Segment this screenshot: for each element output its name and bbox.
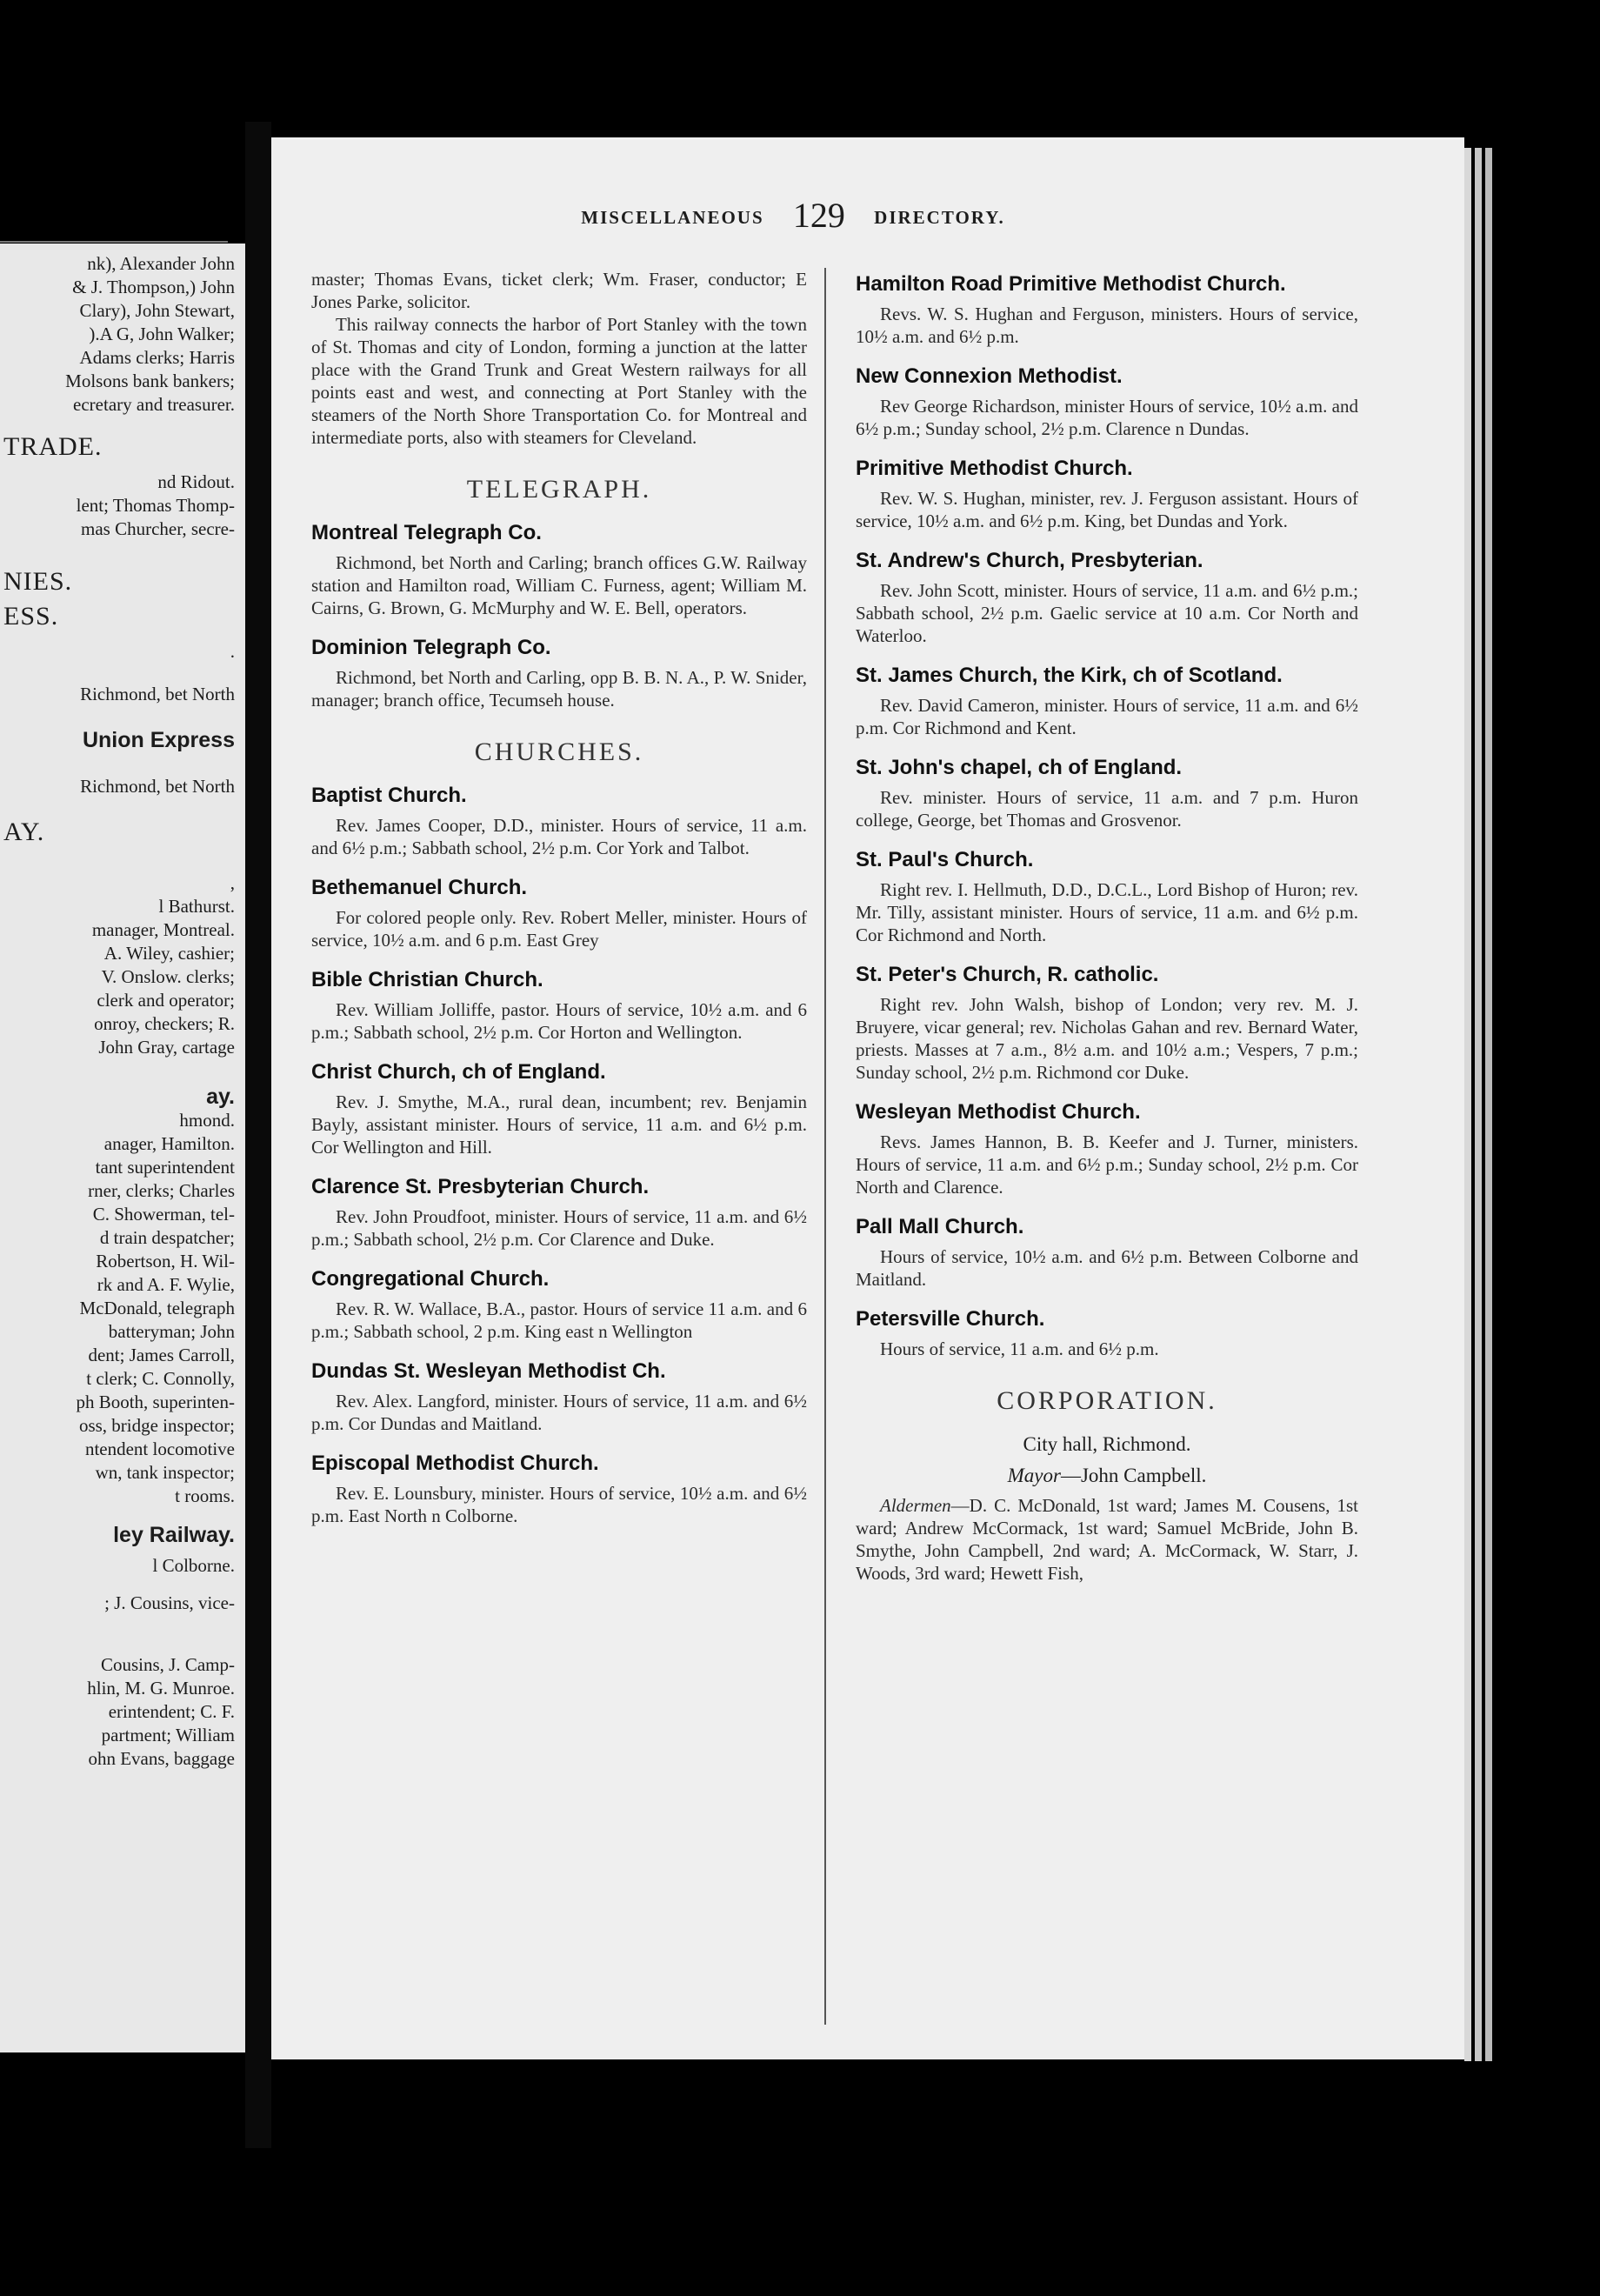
entry-text: Richmond, bet North and Carling, opp B. B. N. A., P. W. Snider, manager; branch office, Tecumseh house. — [311, 667, 807, 711]
facing-page-line: TRADE. — [3, 432, 103, 461]
mayor-line — [856, 1463, 1358, 1489]
facing-page-line: hmond. — [179, 1110, 235, 1131]
directory-page — [271, 137, 1464, 2059]
church-list — [856, 271, 1358, 1360]
church-entry — [311, 967, 807, 1044]
entry-name: Clarence St. Presbyterian Church. — [311, 1175, 650, 1198]
facing-page-line: ecretary and treasurer. — [73, 394, 235, 415]
aldermen-label: Aldermen — [880, 1495, 951, 1516]
entry-text: Hours of service, 10½ a.m. and 6½ p.m. Between Colborne and Maitland. — [856, 1246, 1358, 1290]
facing-page-line: mas Churcher, secre- — [81, 518, 235, 539]
page-edge — [1475, 148, 1482, 2061]
entry-name: Christ Church, ch of England. — [311, 1060, 606, 1084]
church-entry — [856, 1306, 1358, 1360]
entry-name: Petersville Church. — [856, 1307, 1045, 1331]
entry-name: St. Andrew's Church, Presbyterian. — [856, 549, 1203, 572]
facing-page-line: ohn Evans, baggage — [88, 1748, 235, 1769]
aldermen-list: —D. C. McDonald, 1st ward; James M. Cousens, 1st ward; Andrew McCormack, 1st ward; Samuel McBride, John B. Smythe, John Campbell, 2nd ward; A. McCormack, W. Starr, J. Woods, 3rd ward; Hewett Fish, — [856, 1495, 1358, 1584]
left-column — [311, 268, 807, 1527]
facing-page-line: partment; William — [101, 1725, 235, 1745]
church-entry — [311, 1059, 807, 1158]
facing-page-line: Union Express — [82, 728, 235, 752]
facing-page-line: anager, Hamilton. — [103, 1133, 235, 1154]
facing-page-line: lent; Thomas Thomp- — [76, 495, 235, 516]
facing-page-line: d train despatcher; — [99, 1227, 235, 1248]
entry-text: Revs. W. S. Hughan and Ferguson, ministers. Hours of service, 10½ a.m. and 6½ p.m. — [856, 304, 1358, 347]
facing-page-line: ley Railway. — [113, 1523, 235, 1547]
entry-text: Rev. David Cameron, minister. Hours of service, 11 a.m. and 6½ p.m. Cor Richmond and Kent. — [856, 695, 1358, 738]
church-entry — [856, 548, 1358, 647]
facing-page-line: NIES. — [3, 567, 73, 596]
city-hall-line: City hall, Richmond. — [1023, 1433, 1191, 1455]
entry-text: Rev. J. Smythe, M.A., rural dean, incumbent; rev. Benjamin Bayly, assistant minister. Hours of service, 11 a.m. and 6½ p.m. Cor Wellington and Hill. — [311, 1091, 807, 1158]
header-right: DIRECTORY. — [874, 207, 1005, 228]
book-gutter — [245, 122, 271, 2148]
entry-text: Rev. Alex. Langford, minister. Hours of service, 11 a.m. and 6½ p.m. Cor Dundas and Maitland. — [311, 1391, 807, 1434]
facing-page-line: rner, clerks; Charles — [88, 1180, 235, 1201]
church-list — [311, 783, 807, 1527]
entry-text: For colored people only. Rev. Robert Meller, minister. Hours of service, 10½ a.m. and 6 p.m. East Grey — [311, 907, 807, 951]
page-edge — [1485, 148, 1492, 2061]
facing-page-line: l Bathurst. — [158, 896, 235, 917]
church-entry — [856, 1099, 1358, 1198]
facing-page-line: ).A G, John Walker; — [89, 324, 235, 344]
facing-page-line: nk), Alexander John — [87, 253, 235, 274]
entry-name: St. Peter's Church, R. catholic. — [856, 963, 1159, 986]
church-entry — [856, 755, 1358, 831]
entry-text: Rev. W. S. Hughan, minister, rev. J. Ferguson assistant. Hours of service, 10½ a.m. and 6½ p.m. King, bet Dundas and York. — [856, 488, 1358, 531]
railway-description: This railway connects the harbor of Port Stanley with the town of St. Thomas and city of London, forming a junction at the latter place with the Grand Trunk and Great Western railways for all points east and west, and connecting at Port Stanley with the steamers of the North Shore Transportation Co. for Montreal and intermediate ports, also with steamers for Cleveland. — [311, 314, 807, 448]
facing-page-line: ay. — [206, 1085, 235, 1109]
church-entry — [856, 962, 1358, 1084]
churches-heading: CHURCHES. — [474, 738, 644, 766]
telegraph-heading: TELEGRAPH. — [466, 475, 652, 504]
church-entry — [311, 783, 807, 859]
telegraph-list — [311, 520, 807, 711]
church-entry — [856, 847, 1358, 946]
facing-page-line: tant superintendent — [95, 1157, 235, 1178]
facing-page-line: ESS. — [3, 602, 59, 631]
entry-text: Hours of service, 11 a.m. and 6½ p.m. — [880, 1338, 1159, 1359]
facing-page-line: dent; James Carroll, — [88, 1345, 235, 1365]
facing-page-line: & J. Thompson,) John — [72, 277, 235, 297]
facing-page-line: C. Showerman, tel- — [92, 1204, 235, 1225]
facing-page-line: Clary), John Stewart, — [79, 300, 235, 321]
facing-page-line: ; J. Cousins, vice- — [104, 1592, 235, 1613]
church-entry — [311, 1266, 807, 1343]
entry-name: Congregational Church. — [311, 1267, 550, 1291]
facing-page-line: A. Wiley, cashier; — [103, 943, 235, 964]
mayor-label: Mayor — [1007, 1465, 1061, 1486]
facing-page-line: ntendent locomotive — [84, 1438, 235, 1459]
entry-name: St. James Church, the Kirk, ch of Scotland. — [856, 664, 1283, 687]
facing-page-line: McDonald, telegraph — [79, 1298, 235, 1318]
facing-page-line: oss, bridge inspector; — [78, 1415, 235, 1436]
header-left: MISCELLANEOUS — [581, 207, 764, 228]
entry-name: Hamilton Road Primitive Methodist Church. — [856, 272, 1286, 296]
column-rule — [824, 268, 826, 2025]
entry-name: Bethemanuel Church. — [311, 876, 528, 899]
page-header — [271, 195, 1315, 236]
church-entry — [311, 875, 807, 951]
facing-page-line: , — [230, 872, 235, 893]
facing-page-line: V. Onslow. clerks; — [101, 966, 235, 987]
entry-name: Primitive Methodist Church. — [856, 457, 1133, 480]
entry-text: Rev. minister. Hours of service, 11 a.m. and 7 p.m. Huron college, George, bet Thomas and Grosvenor. — [856, 787, 1358, 831]
facing-page-line: AY. — [3, 818, 45, 846]
facing-page-line: John Gray, cartage — [98, 1037, 235, 1058]
facing-page-line: Richmond, bet North — [80, 776, 235, 797]
church-entry — [311, 1451, 807, 1527]
entry-text: Rev. John Scott, minister. Hours of service, 11 a.m. and 6½ p.m.; Sabbath school, 2½ p.m. Gaelic service at 10 a.m. Cor North and Waterloo. — [856, 580, 1358, 646]
page-edge — [1464, 148, 1471, 2061]
page-number: 129 — [792, 196, 845, 235]
facing-page-line: t rooms. — [175, 1485, 235, 1506]
facing-page-line: t clerk; C. Connolly, — [86, 1368, 235, 1389]
entry-name: Dominion Telegraph Co. — [311, 636, 551, 659]
entry-text: Rev. John Proudfoot, minister. Hours of service, 11 a.m. and 6½ p.m.; Sabbath school, 2½ p.m. Cor Clarence and Duke. — [311, 1206, 807, 1250]
church-entry — [856, 456, 1358, 532]
railway-staff-text: master; Thomas Evans, ticket clerk; Wm. Fraser, conductor; E Jones Parke, solicitor. — [311, 269, 807, 312]
facing-page-line: nd Ridout. — [157, 471, 235, 492]
church-entry — [856, 364, 1358, 440]
entry-text: Rev George Richardson, minister Hours of service, 10½ a.m. and 6½ p.m.; Sunday school, 2½ p.m. Clarence n Dundas. — [856, 396, 1358, 439]
entry-name: St. John's chapel, ch of England. — [856, 756, 1183, 779]
entry-text: Rev. William Jolliffe, pastor. Hours of service, 10½ a.m. and 6 p.m.; Sabbath school, 2½ p.m. Cor Horton and Wellington. — [311, 999, 807, 1043]
entry-text: Right rev. John Walsh, bishop of London; very rev. M. J. Bruyere, vicar general; rev. Nicholas Gahan and rev. Bernard Water, priests. Masses at 7 a.m., 8½ a.m. and 10½ a.m.; Vespers, 7 p.m.; Sunday school, 2½ p.m. Richmond cor Duke. — [856, 994, 1358, 1083]
entry-text: Rev. R. W. Wallace, B.A., pastor. Hours of service 11 a.m. and 6 p.m.; Sabbath school, 2 p.m. King east n Wellington — [311, 1298, 807, 1342]
entry-name: St. Paul's Church. — [856, 848, 1034, 871]
facing-page-line: wn, tank inspector; — [95, 1462, 235, 1483]
facing-page-line: l Colborne. — [152, 1555, 235, 1576]
facing-page-line: onroy, checkers; R. — [94, 1013, 235, 1034]
entry-text: Right rev. I. Hellmuth, D.D., D.C.L., Lord Bishop of Huron; rev. Mr. Tilly, assistant minister. Hours of service, 11 a.m. and 6½ p.m. Cor Richmond and North. — [856, 879, 1358, 945]
facing-page-rule — [0, 241, 228, 243]
entry-name: New Connexion Methodist. — [856, 364, 1123, 388]
facing-page-line: ph Booth, superinten- — [76, 1392, 235, 1412]
entry-text: Rev. James Cooper, D.D., minister. Hours of service, 11 a.m. and 6½ p.m.; Sabbath school, 2½ p.m. Cor York and Talbot. — [311, 815, 807, 858]
right-column — [856, 268, 1358, 1585]
church-entry — [856, 271, 1358, 348]
entry-name: Episcopal Methodist Church. — [311, 1452, 599, 1475]
facing-page-line: manager, Montreal. — [91, 919, 235, 940]
entry-name: Bible Christian Church. — [311, 968, 543, 991]
facing-page-line: clerk and operator; — [97, 990, 235, 1011]
facing-page-fragment — [0, 244, 245, 2052]
church-entry — [311, 1358, 807, 1435]
facing-page-line: Adams clerks; Harris — [79, 347, 235, 368]
facing-page-line: . — [230, 641, 235, 662]
facing-page-line: hlin, M. G. Munroe. — [87, 1678, 235, 1699]
facing-page-line: Robertson, H. Wil- — [96, 1251, 235, 1271]
entry-name: Pall Mall Church. — [856, 1215, 1024, 1238]
aldermen-text — [856, 1494, 1358, 1585]
facing-page-line: Richmond, bet North — [80, 684, 235, 704]
telegraph-entry — [311, 520, 807, 619]
church-entry — [311, 1174, 807, 1251]
telegraph-entry — [311, 635, 807, 711]
entry-name: Baptist Church. — [311, 784, 467, 807]
entry-name: Wesleyan Methodist Church. — [856, 1100, 1141, 1124]
entry-text: Richmond, bet North and Carling; branch offices G.W. Railway station and Hamilton road, William C. Furness, agent; William M. Cairns, G. Brown, G. McMurphy and W. E. Bell, operators. — [311, 552, 807, 618]
facing-page-line: rk and A. F. Wylie, — [97, 1274, 235, 1295]
facing-page-line: Cousins, J. Camp- — [100, 1654, 235, 1675]
mayor-name: —John Campbell. — [1060, 1465, 1207, 1486]
entry-name: Montreal Telegraph Co. — [311, 521, 542, 544]
entry-text: Rev. E. Lounsbury, minister. Hours of service, 10½ a.m. and 6½ p.m. East North n Colborne. — [311, 1483, 807, 1526]
entry-name: Dundas St. Wesleyan Methodist Ch. — [311, 1359, 666, 1383]
facing-page-line: Molsons bank bankers; — [65, 370, 235, 391]
facing-page-line: batteryman; John — [108, 1321, 235, 1342]
church-entry — [856, 663, 1358, 739]
facing-page-line: erintendent; C. F. — [108, 1701, 235, 1722]
entry-text: Revs. James Hannon, B. B. Keefer and J. Turner, ministers. Hours of service, 11 a.m. and 6½ p.m.; Sunday school, 2½ p.m. Cor North and Clarence. — [856, 1131, 1358, 1198]
church-entry — [856, 1214, 1358, 1291]
corporation-heading: CORPORATION. — [997, 1386, 1217, 1415]
